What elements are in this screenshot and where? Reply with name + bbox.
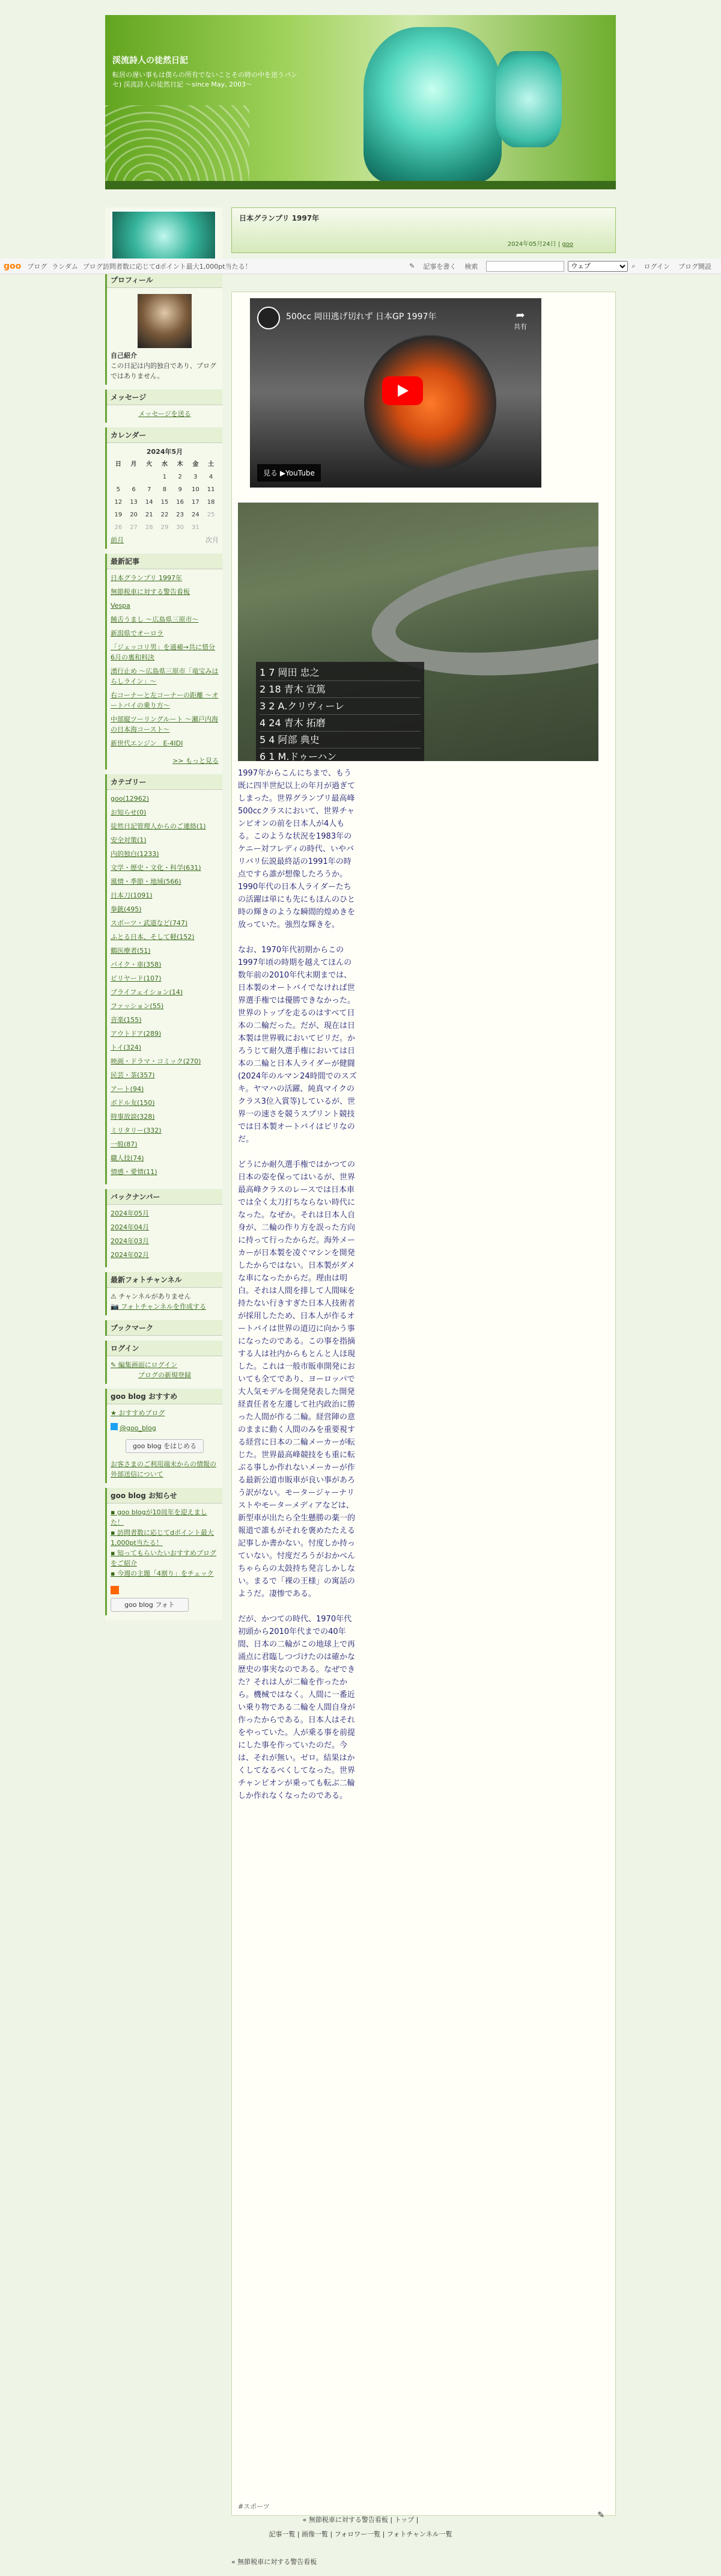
category-link[interactable]: 文学・歴史・文化・科学(631) bbox=[111, 864, 201, 872]
message-title: メッセージ bbox=[107, 390, 222, 405]
entry-title[interactable]: 日本グランプリ 1997年 bbox=[239, 214, 320, 222]
goo-news-list bbox=[107, 1504, 222, 1582]
play-button[interactable] bbox=[382, 376, 423, 405]
category-link[interactable]: 映画・ドラマ・コミック(270) bbox=[111, 1057, 201, 1065]
login-new-link[interactable]: ブログの新規登録 bbox=[138, 1371, 191, 1379]
entry-date: 2024年05月24日 | goo bbox=[507, 241, 573, 248]
goo-news-link[interactable] bbox=[111, 1568, 219, 1579]
category-link[interactable]: 時事放談(328) bbox=[111, 1113, 155, 1121]
entry-title-box bbox=[231, 207, 616, 253]
recent-entry-link[interactable]: 中部縦ツーリングルート ～瀬戸内海の日本海コースト～ bbox=[111, 715, 218, 733]
toolbar-link-random[interactable]: ランダム bbox=[52, 262, 78, 271]
send-message-link[interactable]: メッセージを送る bbox=[138, 410, 191, 418]
calendar-weekday: 土 bbox=[208, 461, 214, 468]
calendar-day[interactable]: 18 bbox=[207, 499, 215, 506]
calendar-day bbox=[141, 471, 157, 483]
goo-news-title: goo blog お知らせ bbox=[107, 1488, 222, 1504]
calendar-day[interactable]: 21 bbox=[145, 512, 153, 518]
calendar-title: カレンダー bbox=[107, 427, 222, 443]
category-link[interactable]: アウトドア(289) bbox=[111, 1030, 162, 1038]
footer bbox=[105, 2513, 616, 2566]
category-box bbox=[105, 774, 222, 1184]
calendar-day[interactable]: 25 bbox=[207, 512, 215, 518]
goo-recommend-box bbox=[105, 1389, 222, 1483]
login-title: ログイン bbox=[107, 1341, 222, 1356]
category-link[interactable]: ミリタリー(332) bbox=[111, 1127, 162, 1134]
calendar-weekday: 月 bbox=[130, 461, 137, 468]
backnumber-list bbox=[107, 1205, 222, 1267]
calendar-week bbox=[111, 521, 219, 534]
recent-entry-link[interactable]: 「ジェッコリ男」を通補→共に惜分6月の裏和料決 bbox=[111, 643, 215, 661]
category-link[interactable]: トイ(324) bbox=[111, 1044, 142, 1051]
backnumber-link[interactable]: 2024年05月 bbox=[111, 1210, 149, 1217]
calendar-day[interactable]: 2 bbox=[178, 474, 182, 480]
message-box bbox=[105, 390, 222, 423]
photo-none-text: ⚠ チャンネルがありません bbox=[111, 1293, 191, 1300]
result-row: 3 2 A.クリヴィーレ bbox=[260, 698, 421, 715]
category-link[interactable]: 徒然日記管理人からのご連絡(1) bbox=[111, 822, 206, 830]
bookmark-title: ブックマーク bbox=[107, 1320, 222, 1336]
calendar-month: 2024年5月 bbox=[146, 448, 183, 456]
calendar-day[interactable]: 23 bbox=[176, 512, 184, 518]
goo-toolbar bbox=[0, 259, 721, 274]
recent-entry-link[interactable]: 湧行止め ～広島県三原市「竜宝みはらしライン」～ bbox=[111, 667, 219, 685]
category-link[interactable]: 職人技(74) bbox=[111, 1154, 144, 1162]
calendar-day[interactable]: 15 bbox=[160, 499, 169, 506]
share-icon: ➦ bbox=[516, 309, 525, 322]
calendar-day bbox=[111, 471, 126, 483]
recent-entry-link[interactable]: 新潟県でオーロラ bbox=[111, 629, 163, 637]
calendar-day bbox=[203, 521, 219, 534]
category-link[interactable]: スポーツ・武道など(747) bbox=[111, 919, 188, 927]
calendar-weekday: 火 bbox=[146, 461, 153, 468]
share-button[interactable]: ➦ 共有 bbox=[514, 309, 527, 331]
goo-news-text: goo blogが10周年を迎えました！ bbox=[111, 1508, 207, 1526]
category-link[interactable]: 民芸・茶(357) bbox=[111, 1071, 155, 1079]
category-link[interactable]: 音楽(155) bbox=[111, 1016, 142, 1024]
backnumber-link[interactable]: 2024年04月 bbox=[111, 1223, 149, 1231]
category-link[interactable]: ファッション(55) bbox=[111, 1002, 164, 1010]
search-input[interactable] bbox=[486, 261, 564, 272]
calendar-day[interactable]: 22 bbox=[160, 512, 169, 518]
backnumber-title: バックナンバー bbox=[107, 1189, 222, 1205]
result-row: 5 4 阿部 典史 bbox=[260, 732, 421, 748]
goo-news-link[interactable] bbox=[111, 1548, 219, 1568]
calendar-week bbox=[111, 496, 219, 509]
recent-entry-link[interactable]: Vespa bbox=[111, 602, 130, 610]
calendar-day[interactable]: 16 bbox=[176, 499, 184, 506]
calendar-day[interactable]: 5 bbox=[116, 486, 121, 493]
calendar-day[interactable]: 4 bbox=[208, 474, 213, 480]
goo-news-text: 今週の主題「4割り」をチェック bbox=[117, 1570, 214, 1577]
search-scope-select[interactable] bbox=[568, 261, 628, 272]
profile-box bbox=[105, 272, 222, 385]
result-row: 4 24 青木 拓磨 bbox=[260, 715, 421, 732]
blog-title[interactable]: 渓流詩人の徒然日記 bbox=[112, 56, 188, 66]
watch-on-youtube-button[interactable]: 見る ▶YouTube bbox=[257, 464, 321, 482]
category-link[interactable]: アート(94) bbox=[111, 1085, 144, 1093]
external-info-link[interactable]: お客さまのご利用端末からの情報の外部送信について bbox=[111, 1460, 216, 1478]
calendar-day[interactable]: 20 bbox=[130, 512, 138, 518]
recent-entry-link[interactable]: 新世代エンジン E-4IDI bbox=[111, 739, 183, 747]
category-link[interactable]: 鶴医療者(51) bbox=[111, 947, 151, 955]
calendar-day[interactable]: 14 bbox=[145, 499, 153, 506]
youtube-embed[interactable] bbox=[250, 298, 541, 488]
calendar-prev-link[interactable]: 前月 bbox=[111, 536, 124, 544]
recommend-icon: ★ bbox=[111, 1409, 119, 1417]
entry-tag[interactable]: #スポーツ bbox=[238, 2503, 270, 2510]
goo-news-link[interactable] bbox=[111, 1528, 219, 1548]
goo-news-text: 知ってもらいたいおすすめブログをご紹介 bbox=[111, 1549, 217, 1567]
category-link[interactable]: ボドル友(150) bbox=[111, 1099, 155, 1107]
category-link[interactable]: ビリヤード(107) bbox=[111, 974, 162, 982]
photo-title: 最新フォトチャンネル bbox=[107, 1272, 222, 1288]
category-link[interactable]: goo(12962) bbox=[111, 795, 150, 803]
recent-more-link[interactable]: >> もっと見る bbox=[172, 757, 219, 765]
intro-text: この日記は内的独自であり、ブログではありません。 bbox=[111, 362, 216, 380]
calendar-weekday: 金 bbox=[192, 461, 199, 468]
header-jelly-image-2 bbox=[496, 51, 562, 147]
calendar-day[interactable]: 1 bbox=[162, 474, 167, 480]
warning-icon: ⚠ bbox=[111, 1293, 119, 1300]
video-thumbnail bbox=[364, 334, 496, 473]
footer-links[interactable]: 記事一覧 | 画像一覧 | フォロワー一覧 | フォトチャンネル一覧 bbox=[269, 2530, 452, 2538]
avatar[interactable] bbox=[138, 294, 192, 348]
recent-title: 最新記事 bbox=[107, 554, 222, 569]
goo-news-link[interactable] bbox=[111, 1507, 219, 1528]
calendar-day[interactable]: 6 bbox=[132, 486, 136, 493]
goo-logo[interactable]: goo bbox=[4, 261, 22, 271]
race-results-image bbox=[238, 503, 598, 761]
entry-paragraph: どうにか耐久選手権ではかつての日本の姿を保ってはいるが、世界最高峰クラスのレースでは日本車では全く太刀打ちならない時代になった。なぜか。それは日本人自身が、二輪の作り方を誤った方向に持って行ったからだ。海外メーカーが日本製を凌ぐマシンを開発したからではない。日本製がダメな車になったからだ。理由は明白。それは人間を排して人間味を持たない行きすぎた日本人技術者が採用したため、日本人が作るオートバイは世界の道辺に向かう事になったのである。この事を指摘する人は社内からもとんと人ほ現した。これは一般市販車開発においても全てであり、ヨーロッパで大人気モデルを開発発表した開発経責任者を左遷して社内政治に勝った人間が作る二輪。経営陣の意のままに動く人間のみを重要視する経営に日本の二輪メーカーが転じた。世界最高峰競技をも重に転ぶる事しか作れないメーカーが作る最新公道市販車が良い事があろう訳がない。モータージャーナリストやモーターメディアなどは、新型車が出たら全生懸勝の薬一的報道で誰もがそれを褒めたたえる記事しか書かない。忖度しか持っていない。忖度だろうがおかべんちゃららの太鼓持ち発言しかしない。まるで「裸の王様」の寓話のようだ。凄惨である。 bbox=[238, 1160, 356, 1599]
results-overlay bbox=[256, 662, 424, 761]
footer-prev-link[interactable]: « 無節税車に対する警告看板 bbox=[231, 2558, 317, 2566]
recent-entry-link[interactable]: 饒舌うまし ～広島県三原市～ bbox=[111, 616, 199, 623]
calendar-week bbox=[111, 483, 219, 496]
start-goo-blog-button[interactable]: goo blog をはじめる bbox=[126, 1439, 204, 1453]
category-link[interactable]: お知らせ(0) bbox=[111, 809, 147, 816]
calendar-day[interactable]: 11 bbox=[207, 486, 215, 493]
result-row: 6 1 M.ドゥーハン bbox=[260, 748, 421, 761]
calendar-weekday: 木 bbox=[177, 461, 183, 468]
calendar-day[interactable]: 26 bbox=[114, 524, 123, 531]
category-link[interactable]: ふとる日本、そして軽(152) bbox=[111, 933, 195, 941]
calendar-box bbox=[105, 427, 222, 549]
video-title[interactable]: 500cc 岡田逃げ切れず 日本GP 1997年 bbox=[286, 312, 437, 322]
category-link[interactable]: 拳銃(495) bbox=[111, 905, 142, 913]
entry-text bbox=[238, 767, 358, 1815]
login-box bbox=[105, 1341, 222, 1384]
rss-icon[interactable] bbox=[111, 1586, 119, 1594]
category-link[interactable]: 風情・季節・地域(566) bbox=[111, 878, 181, 886]
blog-description: 転居の遅い事もは僕らの所有でないことその時の中を送うパンセ) 渓流詩人の徒然日記 〜since May, 2003〜 bbox=[112, 71, 297, 88]
goo-news-box bbox=[105, 1488, 222, 1615]
calendar-day bbox=[126, 471, 142, 483]
pencil-icon: ✎ bbox=[409, 262, 415, 270]
toolbar-link-blog[interactable]: ブログ bbox=[27, 262, 47, 271]
backnumber-box bbox=[105, 1189, 222, 1267]
blog-header bbox=[105, 15, 616, 189]
calendar-day[interactable]: 7 bbox=[147, 486, 151, 493]
calendar-week bbox=[111, 471, 219, 483]
recent-entry-link[interactable]: 日本グランプリ 1997年 bbox=[111, 574, 183, 582]
twitter-link[interactable]: @goo_blog bbox=[111, 1423, 219, 1433]
category-link[interactable]: バイク・車(358) bbox=[111, 961, 162, 968]
goo-recommend-title: goo blog おすすめ bbox=[107, 1389, 222, 1404]
recent-entry-link[interactable]: 右コーナーと左コーナーの距離 ～オートバイの乗り方～ bbox=[111, 691, 219, 709]
header-bottom-bar bbox=[105, 181, 616, 189]
toolbar-link-campaign[interactable]: ブログ訪問者数に応じてdポイント最大1,000pt当たる！ bbox=[82, 262, 252, 271]
news-icon: ▪ bbox=[111, 1570, 117, 1577]
login-edit-link[interactable]: ✎ 編集画面にログイン bbox=[111, 1361, 178, 1369]
calendar-next: 次月 bbox=[205, 536, 219, 544]
calendar-week bbox=[111, 509, 219, 521]
calendar-day[interactable]: 19 bbox=[114, 512, 123, 518]
entry-paragraph: 1997年からこんにちまで、もう既に四半世紀以上の年月が過ぎてしまった。世界グランプリ最高峰500ccクラスにおいて、世界チャンピオンの前を日本人が4人もる。このような状況を1983年のケニー対フレディの時代、いやバリバリ伝説最終話の1991年の時点ですら誰が想像したろうか。1990年代の日本人ライダーたちの活躍は単にも先にもほんのひと時の輝きのような瞬間的煌めきを放っていた。強烈な輝きを。 bbox=[238, 769, 356, 929]
entry-paragraph: だが、かつての時代、1970年代初頭から2010年代までの40年間、日本の二輪がこの地球上で再涌点に君臨しつづけたのは確かな歴史の事実なのである。なぜできた？それは人が二輪を作ったから。機械ではなく。人間に一番近い乗り物である二輪を人間自身が作ったからである。日本人はそれをやっていた。人が乗る事を前提にした事を作っていたのだ。今は、それが無い。ゼロ。結果はかくしてなるべくしてなった。世界チャンピオンが乗っても転ぶ二輪しか作れなくなったのである。 bbox=[238, 1615, 356, 1800]
search-label: 検索 bbox=[464, 262, 478, 271]
header-jelly-image bbox=[364, 27, 502, 183]
result-row: 2 18 青木 宣篤 bbox=[260, 681, 421, 698]
recent-list bbox=[107, 569, 222, 756]
calendar-day[interactable]: 17 bbox=[192, 499, 199, 506]
calendar-day[interactable]: 12 bbox=[114, 499, 123, 506]
entry-paragraph: なお、1970年代初期からこの1997年頃の時期を越えてほんの数年前の2010年代末期までは、日本製のオートバイでなければ世界選手権では優勝できなかった。世界のトップを走るのはすべて日本の二輪だった。だが、現在は日本製は世界戦においてビリだ。かろうじて耐久選手権においては日本の二輪と日本人ライダーが健闘(2024年のルマン24時間でのスズキ。ヤマハの活躍、純真マイクのクラス3位入賞等)しているが、世界一の速さを競うスプリント競技では日本製オートバイはビリなのだ。 bbox=[238, 946, 357, 1144]
backnumber-link[interactable]: 2024年02月 bbox=[111, 1251, 149, 1259]
photo-create-link[interactable]: 📷 フォトチャンネルを作成する bbox=[111, 1303, 206, 1311]
entry-author-link[interactable]: goo bbox=[562, 241, 573, 248]
calendar-day[interactable]: 27 bbox=[130, 524, 138, 531]
channel-icon bbox=[257, 307, 280, 329]
left-sidebar bbox=[105, 207, 222, 1620]
calendar-day[interactable]: 10 bbox=[192, 486, 199, 493]
calendar-day[interactable]: 24 bbox=[192, 512, 199, 518]
category-title: カテゴリー bbox=[107, 774, 222, 790]
profile-title: プロフィール bbox=[107, 272, 222, 288]
open-blog-link[interactable]: ブログ開設 bbox=[678, 262, 711, 271]
category-link[interactable]: 一般(87) bbox=[111, 1140, 138, 1148]
photo-box bbox=[105, 1272, 222, 1315]
calendar-weekday: 日 bbox=[115, 461, 121, 468]
header-lace-decoration bbox=[105, 105, 249, 189]
category-link[interactable]: ブライフェイション(14) bbox=[111, 988, 183, 996]
backnumber-link[interactable]: 2024年03月 bbox=[111, 1237, 149, 1245]
edit-icon[interactable]: ✎ bbox=[597, 2510, 604, 2520]
category-link[interactable]: 日本刀(1091) bbox=[111, 892, 153, 899]
result-row: 1 7 岡田 忠之 bbox=[260, 664, 421, 681]
camera-icon: 📷 bbox=[111, 1303, 121, 1311]
search-icon[interactable]: ⌕ bbox=[631, 262, 636, 270]
calendar-weekday: 水 bbox=[161, 461, 168, 468]
category-list bbox=[107, 790, 222, 1184]
goo-news-text: 訪問者数に応じてdポイント最大1,000pt当たる！ bbox=[111, 1529, 214, 1547]
calendar-day[interactable]: 13 bbox=[130, 499, 138, 506]
goo-photo-button[interactable]: goo blog フォト bbox=[111, 1598, 189, 1612]
news-icon: ▪ bbox=[111, 1549, 117, 1557]
calendar-day[interactable]: 30 bbox=[176, 524, 184, 531]
write-entry-link[interactable]: 記事を書く bbox=[423, 262, 457, 271]
bookmark-box bbox=[105, 1320, 222, 1336]
category-link[interactable]: 情感・愛情(11) bbox=[111, 1168, 157, 1176]
pencil-icon: ✎ bbox=[111, 1361, 118, 1369]
recent-entry-link[interactable]: 無節税車に対する警告看板 bbox=[111, 588, 190, 596]
news-icon: ▪ bbox=[111, 1508, 117, 1516]
intro-label: 自己紹介 bbox=[111, 352, 137, 359]
news-icon: ▪ bbox=[111, 1529, 117, 1537]
calendar-day[interactable]: 31 bbox=[192, 524, 199, 531]
calendar-day[interactable]: 3 bbox=[193, 474, 198, 480]
login-link[interactable]: ログイン bbox=[643, 262, 670, 271]
calendar-day[interactable]: 29 bbox=[160, 524, 169, 531]
recent-box bbox=[105, 554, 222, 769]
calendar-table bbox=[111, 458, 219, 534]
calendar-day[interactable]: 9 bbox=[178, 486, 182, 493]
calendar-day[interactable]: 28 bbox=[145, 524, 153, 531]
category-link[interactable]: 安全対策(1) bbox=[111, 836, 147, 844]
footer-nav[interactable]: « 無節税車に対する警告看板 | トップ | bbox=[302, 2516, 419, 2524]
category-link[interactable]: 内的独白(1233) bbox=[111, 850, 159, 858]
calendar-day[interactable]: 8 bbox=[162, 486, 167, 493]
twitter-icon bbox=[111, 1423, 118, 1430]
recommend-blog-link[interactable]: ★ おすすめブログ bbox=[111, 1409, 165, 1417]
